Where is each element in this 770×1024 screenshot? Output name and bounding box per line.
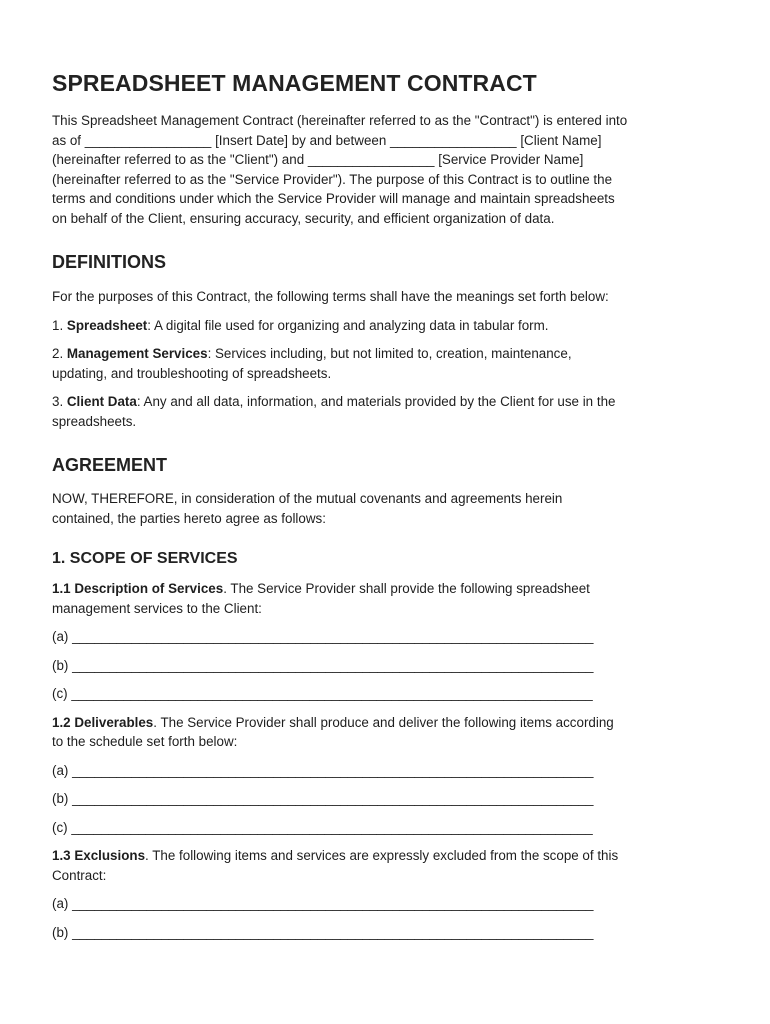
- blank-line-1-2-b[interactable]: (b) ______________________________________________________________________: [52, 791, 594, 806]
- definition-num: 1.: [52, 317, 67, 333]
- section-1-1-text-cont: management services to the Client:: [52, 600, 262, 616]
- section-1-3: [52, 846, 718, 885]
- section-1-3-text-cont: Contract:: [52, 867, 107, 883]
- intro-line-6: on behalf of the Client, ensuring accuracy, security, and efficient organization of data.: [52, 210, 555, 226]
- section-1-3-text: . The following items and services are expressly excluded from the scope of this: [145, 848, 619, 863]
- section-1-3-label: 1.3 Exclusions: [52, 848, 146, 863]
- definition-term: Management Services: [66, 346, 208, 361]
- blank-line-1-3-a[interactable]: (a) ______________________________________________________________________: [52, 896, 594, 911]
- agreement-line-2: contained, the parties hereto agree as follows:: [52, 510, 326, 526]
- scope-heading: 1. SCOPE OF SERVICES: [52, 550, 238, 567]
- section-1-2-label: 1.2 Deliverables: [52, 714, 154, 730]
- definition-text: : Services including, but not limited to, creation, maintenance,: [207, 346, 572, 361]
- intro-line-3: (hereinafter referred to as the "Client") and _________________ [Service Provider Name]: [52, 152, 584, 167]
- definition-num: 2.: [52, 346, 67, 361]
- section-1-1: [52, 579, 718, 618]
- agreement-heading: AGREEMENT: [52, 455, 168, 475]
- blank-line-1-2-a[interactable]: (a) ______________________________________________________________________: [52, 762, 594, 778]
- definitions-lead: For the purposes of this Contract, the following terms shall have the meanings set forth below:: [52, 289, 609, 304]
- blank-line-1-1-a[interactable]: (a) ______________________________________________________________________: [52, 629, 594, 644]
- definition-term: Client Data: [66, 394, 137, 409]
- definition-num: 3.: [52, 394, 67, 409]
- intro-line-5: terms and conditions under which the Service Provider will manage and maintain spreadsheets: [52, 191, 615, 206]
- blank-line-1-3-b[interactable]: (b) ______________________________________________________________________: [52, 924, 594, 940]
- definition-text-cont: spreadsheets.: [52, 413, 137, 429]
- section-1-2: [52, 713, 718, 752]
- definition-item-management-services: [52, 344, 718, 383]
- definition-term: Spreadsheet: [66, 317, 148, 333]
- intro-line-2: as of _________________ [Insert Date] by and between _________________ [Client Name]: [52, 132, 602, 148]
- blank-line-1-2-c[interactable]: (c) ______________________________________________________________________: [52, 819, 593, 835]
- definitions-heading: DEFINITIONS: [52, 252, 167, 272]
- document-title: SPREADSHEET MANAGEMENT CONTRACT: [52, 70, 537, 96]
- agreement-paragraph: [52, 489, 718, 528]
- section-1-1-text: . The Service Provider shall provide the following spreadsheet: [223, 581, 590, 596]
- blank-line-1-1-c[interactable]: (c) ______________________________________________________________________: [52, 686, 593, 701]
- section-1-2-text: . The Service Provider shall produce and deliver the following items according: [153, 714, 614, 730]
- intro-paragraph: [52, 111, 718, 228]
- blank-line-1-1-b[interactable]: (b) ______________________________________________________________________: [52, 657, 594, 673]
- intro-line-1: This Spreadsheet Management Contract (hereinafter referred to as the "Contract") is entered into: [52, 113, 628, 128]
- section-1-2-text-cont: to the schedule set forth below:: [52, 734, 238, 749]
- definition-text-cont: updating, and troubleshooting of spreadsheets.: [52, 365, 332, 381]
- definition-item-spreadsheet: [52, 316, 718, 336]
- agreement-line-1: NOW, THEREFORE, in consideration of the mutual covenants and agreements herein: [52, 491, 563, 506]
- definition-item-client-data: [52, 392, 718, 431]
- section-1-1-label: 1.1 Description of Services: [52, 581, 224, 596]
- definition-text: : Any and all data, information, and materials provided by the Client for use in the: [136, 394, 616, 409]
- intro-line-4: (hereinafter referred to as the "Service Provider"). The purpose of this Contract is to outline the: [52, 171, 613, 187]
- definition-text: : A digital file used for organizing and analyzing data in tabular form.: [147, 317, 549, 333]
